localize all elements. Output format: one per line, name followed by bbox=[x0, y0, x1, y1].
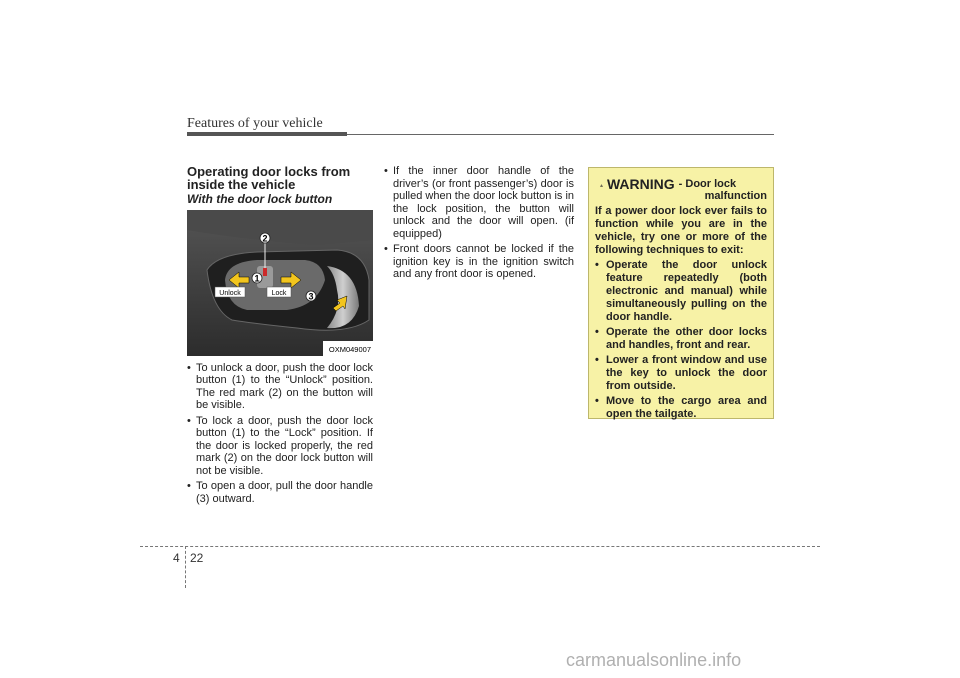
list-item: • Operate the door unlock feature repeatedly (both electronic and manual) while simultaneously pulling on the door handle. bbox=[595, 259, 767, 324]
list-item: • Front doors cannot be locked if the ignition key is in the ignition switch and any front door is opened. bbox=[384, 243, 574, 281]
warning-subtitle-line2: malfunction bbox=[704, 190, 767, 202]
chapter-number: 4 bbox=[173, 551, 180, 565]
warning-triangle-icon bbox=[600, 179, 603, 192]
left-bullet-list bbox=[187, 362, 373, 506]
warning-box bbox=[588, 167, 774, 419]
callout-2: 2 bbox=[262, 233, 268, 243]
callout-3: 3 bbox=[308, 291, 314, 301]
list-item: • To open a door, pull the door handle (3) outward. bbox=[187, 480, 373, 505]
page-number: 22 bbox=[190, 551, 204, 565]
callout-1: 1 bbox=[254, 273, 260, 283]
label-unlock: Unlock bbox=[219, 289, 241, 297]
watermark-text: carmanualsonline.info bbox=[566, 650, 742, 670]
warning-intro: If a power door lock ever fails to function while you are in the vehicle, try one or more of the following techniques to exit: bbox=[595, 205, 767, 256]
header-rule-thin bbox=[347, 134, 774, 135]
list-item: • Operate the other door locks and handles, front and rear. bbox=[595, 326, 767, 352]
warning-subtitle bbox=[679, 178, 767, 202]
left-column bbox=[187, 165, 373, 508]
warning-header bbox=[600, 178, 767, 202]
middle-column bbox=[384, 165, 574, 284]
list-item: • Move to the cargo area and open the tailgate. bbox=[595, 395, 767, 421]
section-heading: Operating door locks from inside the vehicle bbox=[187, 164, 351, 192]
figure-code: OXM049007 bbox=[328, 344, 371, 354]
footer-divider bbox=[185, 546, 186, 588]
middle-bullet-list bbox=[384, 165, 574, 281]
sub-heading: With the door lock button bbox=[187, 192, 333, 206]
warning-subtitle-line1: - Door lock bbox=[678, 178, 737, 190]
list-item: • To unlock a door, push the door lock button (1) to the “Unlock” position. The red mark (2) on the button will be visible. bbox=[187, 362, 373, 412]
door-lock-illustration bbox=[187, 210, 373, 356]
warning-bullet-list bbox=[595, 259, 767, 421]
list-item: • To lock a door, push the door lock button (1) to the “Lock” position. If the door is locked properly, the red mark (2) on the door lock button will not be visible. bbox=[187, 415, 373, 478]
page-header-title: Features of your vehicle bbox=[187, 116, 323, 131]
door-lock-figure bbox=[187, 210, 373, 356]
label-lock: Lock bbox=[271, 289, 287, 297]
warning-title: WARNING bbox=[606, 176, 675, 192]
footer-rule bbox=[140, 546, 820, 547]
list-item: • If the inner door handle of the driver’s (or front passenger’s) door is pulled when the door lock button is in the lock position, the button will unlock and the door will open. (if equipped) bbox=[384, 165, 574, 240]
list-item: • Lower a front window and use the key to unlock the door from outside. bbox=[595, 354, 767, 393]
header-rule-thick bbox=[187, 132, 347, 136]
